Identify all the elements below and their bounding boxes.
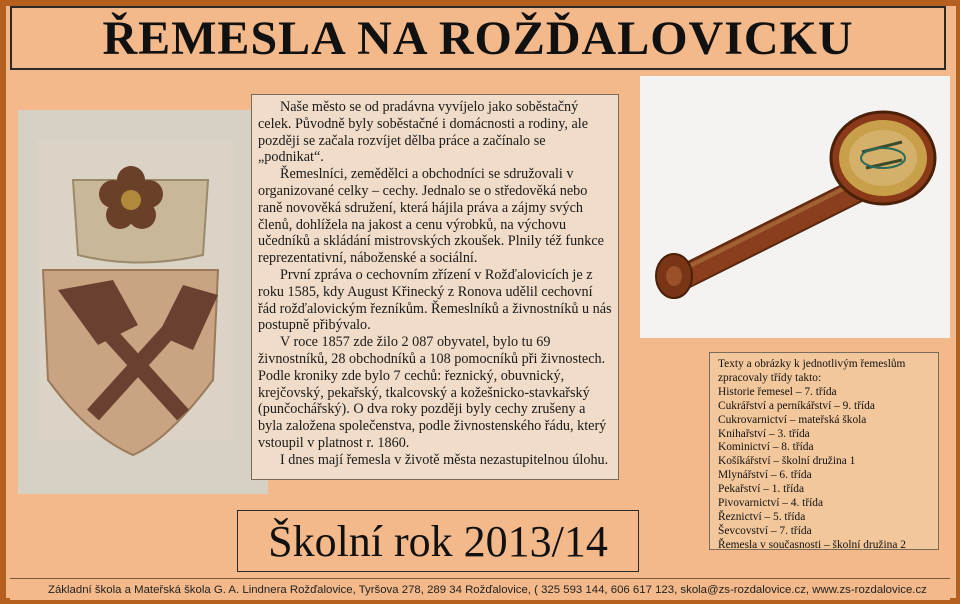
class-credit-item: Cukrovarnictví – mateřská škola	[718, 413, 867, 426]
guild-emblem-icon	[18, 110, 268, 494]
guild-spoon-image	[640, 76, 950, 338]
history-paragraph: I dnes mají řemesla v životě města nezastupitelnou úlohu.	[280, 451, 609, 468]
history-paragraph: Naše město se od pradávna vyvíjelo jako soběstačný celek. Původně byly soběstačné i domácnosti a rodiny, ale později se začala rozvíjet dělba práce a začínalo se „podnikat“.	[258, 99, 589, 166]
class-credit-item: Historie řemesel – 7. třída	[718, 385, 837, 398]
wooden-spoon-icon	[640, 76, 950, 338]
history-paragraph: První zpráva o cechovním zřízení v Rožďalovicích je z roku 1585, kdy August Křinecký z Ronova udělil cechovní řád rožďalovickým řezníkům. Řemeslníků a živnostníků u nás postupně přibývalo.	[258, 266, 612, 334]
class-credit-item: Řeznictví – 5. třída	[718, 510, 806, 523]
school-year-label: Školní rok 2013/14	[268, 516, 608, 566]
title-bar	[10, 6, 946, 70]
school-year-box	[237, 510, 639, 572]
page-title: ŘEMESLA NA ROŽĎALOVICKU	[102, 11, 854, 65]
history-paragraph: V roce 1857 zde žilo 2 087 obyvatel, bylo tu 69 živnostníků, 28 obchodníků a 108 pomocníků při živnostech. Podle kroniky zde bylo 7 cechů: řeznický, obuvnický, krejčovský, pekařský, tkalcovský a kožešnicko-stavkařský (punčochářský). O dva roky později byly cechy zrušeny a byla založena společenstva, podle živnostenského řádu, který vstoupil v platnost r. 1860.	[258, 334, 607, 451]
classes-credits-box	[709, 352, 939, 550]
history-text-box	[251, 94, 619, 480]
class-credit-item: Pivovarnictví – 4. třída	[718, 497, 824, 510]
classes-intro: Texty a obrázky k jednotlivým řemeslům zpracovaly třídy takto:	[718, 358, 906, 384]
class-credit-item: Pekařství – 1. třída	[718, 483, 805, 496]
class-credit-item: Mlynářství – 6. třída	[718, 469, 812, 482]
class-credit-item: Ševcovství – 7. třída	[718, 524, 812, 537]
class-credit-item: Košíkářství – školní družina 1	[718, 455, 856, 468]
history-paragraph: Řemeslníci, zemědělci a obchodníci se sdružovali v organizované celky – cechy. Jednalo se o středověká nebo raně novověká sdružení, která hájila práva a zájmy svých členů, dohlížela na jakost a cenu výrobků, na výchovu učedníků a skládání mistrovských zkoušek. Plnily též funkce reprezentativní, náboženské a sociální.	[258, 166, 604, 267]
class-credit-item: Řemesla v současnosti – školní družina 2	[718, 538, 906, 550]
class-credit-item: Knihařství – 3. třída	[718, 427, 810, 440]
footer-contact: Základní škola a Mateřská škola G. A. Lindnera Rožďalovice, Tyršova 278, 289 34 Rožďalovice, ( 325 593 144, 606 617 123, skola@zs-rozdalovice.cz, www.zs-rozdalovice.cz	[10, 578, 950, 600]
guild-emblem-image	[18, 110, 268, 494]
class-credit-item: Cukrářství a perníkářství – 9. třída	[718, 399, 875, 412]
class-credit-item: Kominictví – 8. třída	[718, 441, 814, 454]
